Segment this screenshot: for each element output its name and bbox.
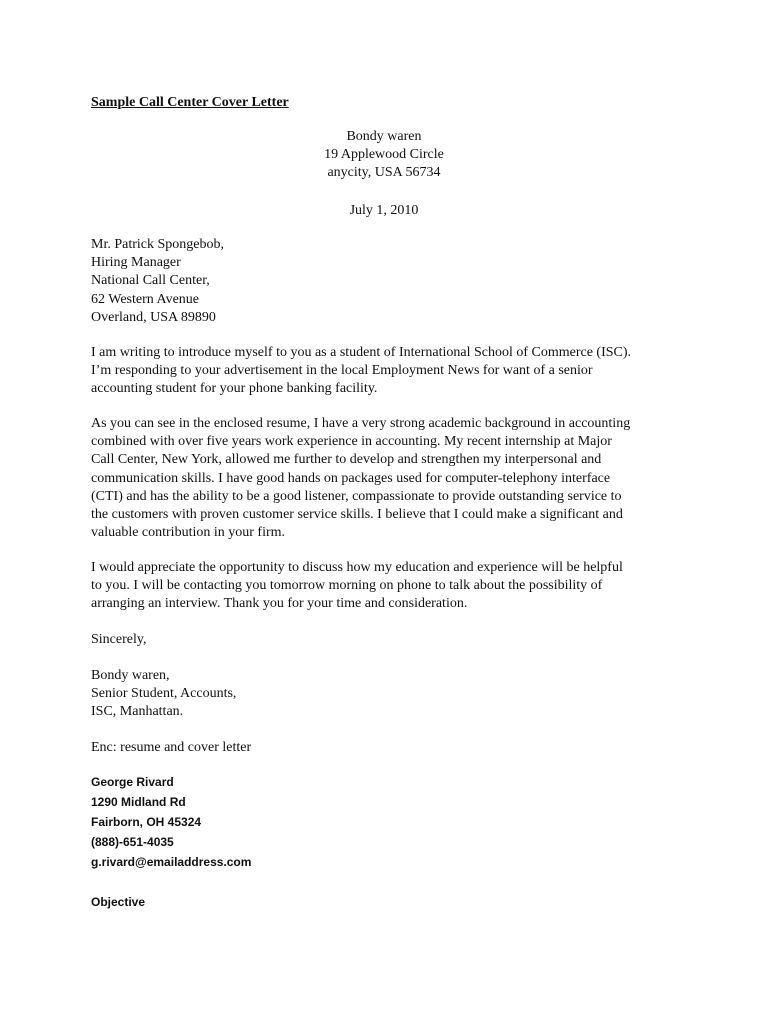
- sender-street: 19 Applewood Circle: [324, 147, 444, 162]
- paragraph-line: combined with over five years work experience in accounting. My recent internship at Major: [91, 434, 612, 450]
- paragraph-closing: [91, 559, 681, 614]
- signature-line: Bondy waren,: [91, 668, 170, 683]
- letter-date: July 1, 2010: [349, 203, 419, 218]
- sender-name: Bondy waren: [346, 129, 422, 144]
- resume-city: Fairborn, OH 45324: [91, 815, 202, 829]
- paragraph-line: communication skills. I have good hands on packages used for computer-telephony interface: [91, 470, 611, 486]
- paragraph-line: accounting student for your phone banking facility.: [91, 381, 378, 397]
- resume-email: g.rivard@emailaddress.com: [91, 855, 252, 869]
- resume-phone: (888)-651-4035: [91, 835, 174, 849]
- closing-salutation: Sincerely,: [91, 632, 147, 647]
- paragraph-line: I am writing to introduce myself to you as a student of International School of Commerce (ISC).: [91, 345, 632, 360]
- enclosure-note: Enc: resume and cover letter: [91, 740, 252, 755]
- paragraph-line: As you can see in the enclosed resume, I have a very strong academic background in accounting: [91, 416, 631, 431]
- sender-address: [0, 128, 768, 182]
- paragraph-line: I would appreciate the opportunity to discuss how my education and experience will be helpful: [91, 560, 623, 575]
- resume-street: 1290 Midland Rd: [91, 795, 186, 809]
- paragraph-line: I’m responding to your advertisement in the local Employment News for want of a senior: [91, 363, 593, 379]
- signature-line: ISC, Manhattan.: [91, 704, 184, 720]
- paragraph-background: [91, 415, 681, 542]
- paragraph-line: valuable contribution in your firm.: [91, 525, 286, 541]
- resume-contact: [91, 772, 591, 872]
- recipient-line: 62 Western Avenue: [91, 291, 199, 307]
- document-title: Sample Call Center Cover Letter: [91, 95, 289, 110]
- signature-line: Senior Student, Accounts,: [91, 686, 237, 702]
- recipient-line: Overland, USA 89890: [91, 309, 216, 325]
- signature-block: [91, 667, 681, 722]
- paragraph-line: arranging an interview. Thank you for your time and consideration.: [91, 596, 468, 612]
- paragraph-line: Call Center, New York, allowed me further to develop and strengthen my interpersonal and: [91, 452, 602, 468]
- resume-section-heading: Objective: [91, 895, 146, 909]
- paragraph-line: (CTI) and has the ability to be a good listener, compassionate to provide outstanding service to: [91, 488, 622, 504]
- paragraph-intro: [91, 344, 681, 399]
- resume-name: George Rivard: [91, 775, 174, 789]
- paragraph-line: to you. I will be contacting you tomorrow morning on phone to talk about the possibility of: [91, 578, 603, 594]
- paragraph-line: the customers with proven customer service skills. I believe that I could make a significant and: [91, 507, 623, 523]
- recipient-line: Mr. Patrick Spongebob,: [91, 237, 224, 252]
- recipient-line: National Call Center,: [91, 273, 210, 289]
- recipient-line: Hiring Manager: [91, 255, 181, 271]
- sender-city: anycity, USA 56734: [327, 165, 441, 180]
- recipient-address: [91, 236, 681, 327]
